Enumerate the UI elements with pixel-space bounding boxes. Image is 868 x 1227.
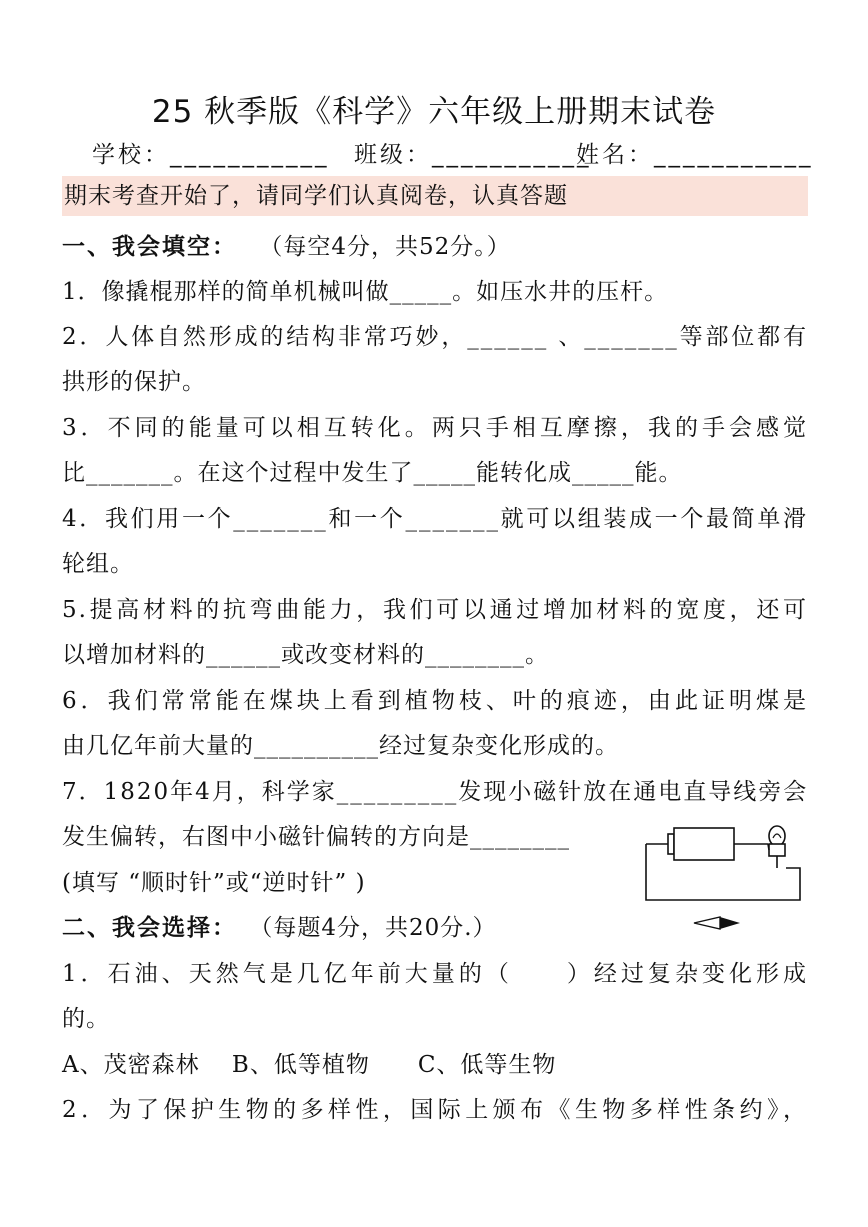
question-line: 7．1820年4月，科学家_________发现小磁针放在通电直导线旁会 xyxy=(62,779,809,805)
school-field[interactable]: 学校：___________ xyxy=(92,142,330,168)
section-title: 二、我会选择： xyxy=(62,915,237,941)
class-field[interactable]: 班级：___________ xyxy=(354,142,592,168)
question-line: 1．像撬棍那样的简单机械叫做_____。如压水井的压杆。 xyxy=(62,279,669,305)
section-points: （每空4分，共52分。） xyxy=(259,234,511,260)
bulb-icon xyxy=(768,826,785,868)
section-points: （每题4分，共20分.） xyxy=(249,915,497,941)
question-line: 6．我们常常能在煤块上看到植物枝、叶的痕迹，由此证明煤是 xyxy=(62,688,808,714)
answer-options: A、茂密森林 B、低等植物 C、低等生物 xyxy=(62,1052,557,1078)
name-field[interactable]: 姓名：___________ xyxy=(576,142,814,168)
section-heading xyxy=(62,228,808,261)
question-line: 4．我们用一个_______和一个_______就可以组装成一个最简单滑 xyxy=(62,506,808,532)
instruction-banner: 期末考查开始了，请同学们认真阅卷，认真答题 xyxy=(62,176,808,216)
question-line: 3．不同的能量可以相互转化。两只手相互摩擦，我的手会感觉 xyxy=(62,415,808,441)
student-info-row xyxy=(92,136,812,172)
question-line: 以增加材料的______或改变材料的________。 xyxy=(62,642,549,668)
question-line: 5.提高材料的抗弯曲能力，我们可以通过增加材料的宽度，还可 xyxy=(62,597,808,623)
question-line: 2．人体自然形成的结构非常巧妙，______ 、_______等部位都有 xyxy=(62,324,808,350)
page-title: 25 秋季版《科学》六年级上册期末试卷 xyxy=(151,94,717,130)
question-line: 的。 xyxy=(62,1006,110,1032)
question-line: 拱形的保护。 xyxy=(62,369,206,395)
question-line: 2．为了保护生物的多样性，国际上颁布《生物多样性条约》， xyxy=(62,1097,808,1123)
battery-icon xyxy=(668,828,734,860)
section-heading xyxy=(62,909,808,942)
question-line: 轮组。 xyxy=(62,551,134,577)
question-line: 1．石油、天然气是几亿年前大量的（ ）经过复杂变化形成 xyxy=(62,961,808,987)
question-line: (填写 “顺时针”或“逆时针” ) xyxy=(62,870,366,896)
question-line: 比_______。在这个过程中发生了_____能转化成_____能。 xyxy=(62,460,683,486)
question-line: 由几亿年前大量的__________经过复杂变化形成的。 xyxy=(62,733,619,759)
section-title: 一、我会填空： xyxy=(62,234,237,260)
question-line: 发生偏转，右图中小磁针偏转的方向是________ xyxy=(62,824,570,850)
